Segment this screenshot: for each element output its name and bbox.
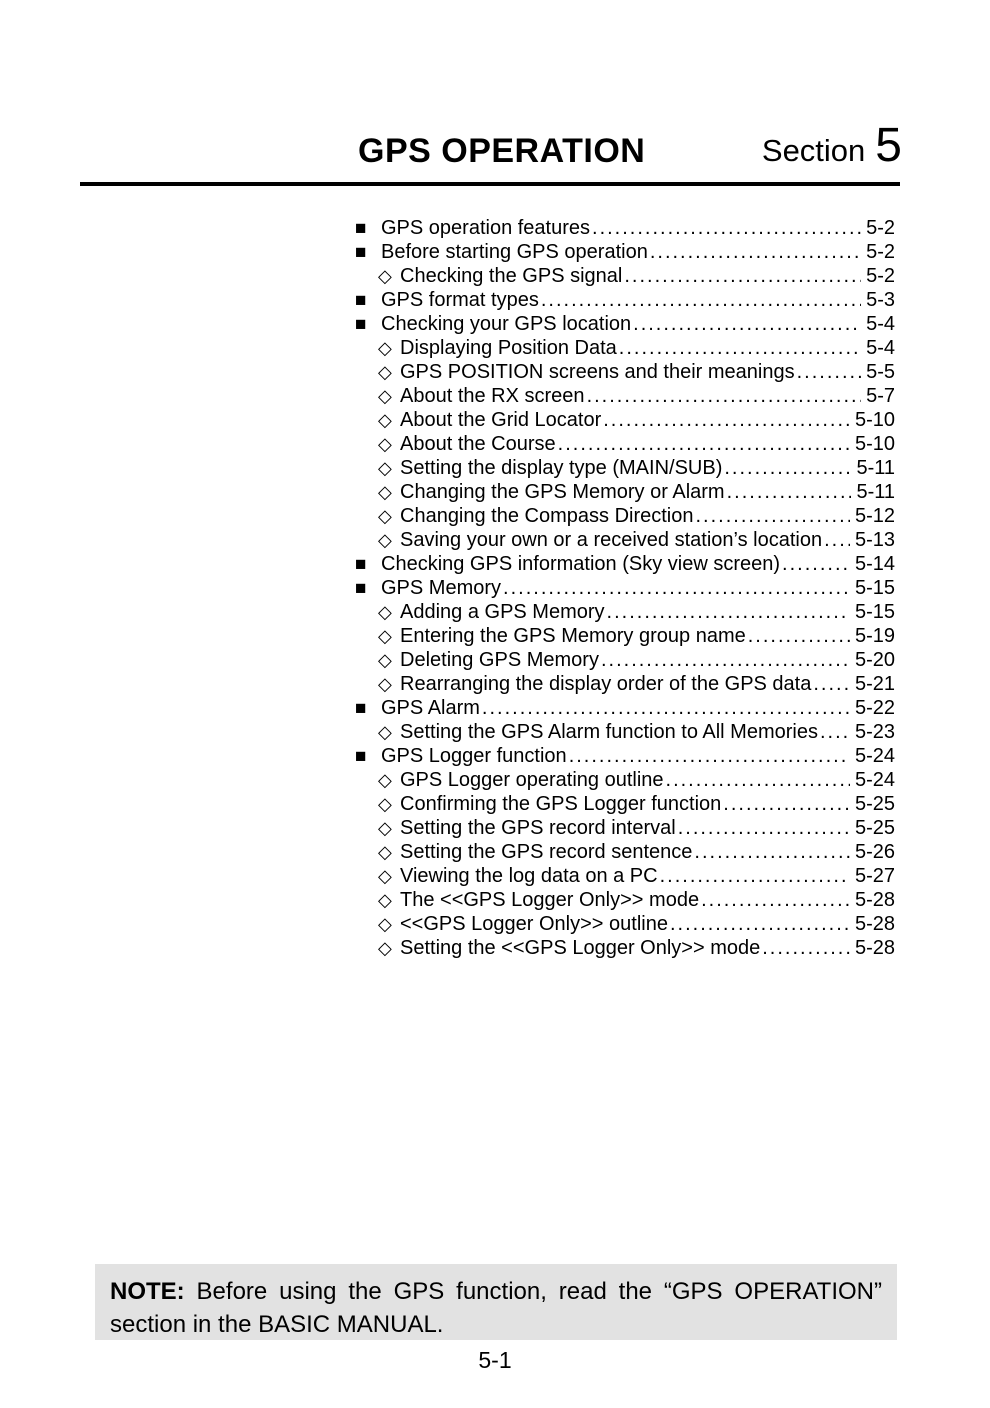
toc-entry (355, 696, 895, 720)
toc-entry-label: Entering the GPS Memory group name (400, 625, 746, 647)
toc-entry-label: Checking the GPS signal (400, 265, 623, 287)
toc-entry-label: GPS format types (381, 289, 539, 311)
dot-leader (619, 336, 861, 360)
toc-entry-page: 5-24 (854, 769, 895, 791)
diamond-bullet-icon: ◇ (378, 434, 392, 454)
header-rule (80, 182, 900, 186)
toc-entry (355, 240, 895, 264)
toc-entry-label: Changing the Compass Direction (400, 505, 694, 527)
toc-entry-label: About the RX screen (400, 385, 585, 407)
toc-entry (355, 576, 895, 600)
toc-entry-page: 5-27 (854, 865, 895, 887)
toc-entry-page: 5-28 (854, 937, 895, 959)
page-title: GPS OPERATION (358, 132, 646, 170)
dot-leader (558, 432, 850, 456)
dot-leader (482, 696, 850, 720)
square-bullet-icon: ■ (355, 698, 367, 719)
dot-leader (569, 744, 850, 768)
section-heading (762, 118, 902, 173)
diamond-bullet-icon: ◇ (378, 722, 392, 742)
toc-entry-page: 5-28 (854, 913, 895, 935)
toc-entry (378, 456, 895, 480)
toc-entry (378, 864, 895, 888)
toc-entry (355, 312, 895, 336)
diamond-bullet-icon: ◇ (378, 650, 392, 670)
toc-entry-page: 5-15 (854, 577, 895, 599)
diamond-bullet-icon: ◇ (378, 938, 392, 958)
dot-leader (797, 360, 861, 384)
dot-leader (727, 480, 852, 504)
note-prefix: NOTE: (110, 1278, 185, 1305)
toc-entry-label: GPS POSITION screens and their meanings (400, 361, 795, 383)
page-number: 5-1 (478, 1347, 512, 1373)
diamond-bullet-icon: ◇ (378, 866, 392, 886)
note-text-line2: section in the BASIC MANUAL. (110, 1311, 444, 1338)
toc-entry-page: 5-12 (854, 505, 895, 527)
toc-entry-label: Saving your own or a received station’s location (400, 529, 823, 551)
toc-entry-label: GPS Logger function (381, 745, 567, 767)
toc-entry-label: About the Course (400, 433, 556, 455)
dot-leader (696, 504, 850, 528)
toc-entry (378, 648, 895, 672)
toc-entry (355, 744, 895, 768)
toc-entry-page: 5-11 (856, 457, 895, 479)
square-bullet-icon: ■ (355, 578, 367, 599)
diamond-bullet-icon: ◇ (378, 530, 392, 550)
diamond-bullet-icon: ◇ (378, 794, 392, 814)
toc-entry (355, 288, 895, 312)
dot-leader (824, 528, 850, 552)
dot-leader (503, 576, 850, 600)
dot-leader (666, 768, 850, 792)
toc-entry (378, 624, 895, 648)
toc-entry-page: 5-10 (854, 409, 895, 431)
table-of-contents (355, 216, 895, 960)
toc-entry-page: 5-2 (866, 241, 895, 263)
toc-entry-page: 5-4 (866, 337, 895, 359)
toc-entry-label: Setting the <<GPS Logger Only>> mode (400, 937, 761, 959)
toc-entry (378, 768, 895, 792)
dot-leader (587, 384, 862, 408)
toc-entry-label: Deleting GPS Memory (400, 649, 599, 671)
diamond-bullet-icon: ◇ (378, 842, 392, 862)
toc-entry-label: Adding a GPS Memory (400, 601, 605, 623)
diamond-bullet-icon: ◇ (378, 602, 392, 622)
toc-entry-page: 5-20 (854, 649, 895, 671)
diamond-bullet-icon: ◇ (378, 818, 392, 838)
diamond-bullet-icon: ◇ (378, 506, 392, 526)
dot-leader (650, 240, 861, 264)
toc-entry-page: 5-15 (854, 601, 895, 623)
dot-leader (670, 912, 850, 936)
dot-leader (694, 840, 850, 864)
toc-entry (378, 432, 895, 456)
diamond-bullet-icon: ◇ (378, 410, 392, 430)
toc-entry-page: 5-22 (854, 697, 895, 719)
toc-entry-label: Checking GPS information (Sky view screen) (381, 553, 781, 575)
toc-entry-page: 5-19 (854, 625, 895, 647)
diamond-bullet-icon: ◇ (378, 362, 392, 382)
toc-entry-page: 5-11 (856, 481, 895, 503)
toc-entry (378, 888, 895, 912)
toc-entry-page: 5-28 (854, 889, 895, 911)
diamond-bullet-icon: ◇ (378, 674, 392, 694)
toc-entry (378, 936, 895, 960)
toc-entry-page: 5-24 (854, 745, 895, 767)
dot-leader (813, 672, 850, 696)
diamond-bullet-icon: ◇ (378, 482, 392, 502)
diamond-bullet-icon: ◇ (378, 626, 392, 646)
toc-entry-label: Rearranging the display order of the GPS data (400, 673, 812, 695)
square-bullet-icon: ■ (355, 554, 367, 575)
toc-entry-page: 5-26 (854, 841, 895, 863)
toc-entry (378, 504, 895, 528)
toc-entry (355, 552, 895, 576)
dot-leader (541, 288, 861, 312)
toc-entry (378, 408, 895, 432)
diamond-bullet-icon: ◇ (378, 266, 392, 286)
toc-entry-page: 5-25 (854, 793, 895, 815)
toc-entry-label: GPS Memory (381, 577, 502, 599)
toc-entry-label: GPS Alarm (381, 697, 480, 719)
dot-leader (678, 816, 850, 840)
toc-entry-page: 5-13 (854, 529, 895, 551)
toc-entry-label: Checking your GPS location (381, 313, 632, 335)
toc-entry-label: Setting the GPS record interval (400, 817, 676, 839)
note-box (95, 1264, 897, 1340)
toc-entry-label: Setting the GPS record sentence (400, 841, 693, 863)
diamond-bullet-icon: ◇ (378, 458, 392, 478)
square-bullet-icon: ■ (355, 746, 367, 767)
note-text-line1 (110, 1275, 882, 1308)
toc-entry-page: 5-2 (866, 217, 895, 239)
toc-entry-page: 5-10 (854, 433, 895, 455)
toc-entry (378, 840, 895, 864)
square-bullet-icon: ■ (355, 314, 367, 335)
toc-entry-label: Setting the GPS Alarm function to All Memories (400, 721, 818, 743)
dot-leader (601, 648, 850, 672)
square-bullet-icon: ■ (355, 290, 367, 311)
toc-entry (378, 480, 895, 504)
toc-entry-page: 5-21 (854, 673, 895, 695)
toc-entry-label: Viewing the log data on a PC (400, 865, 658, 887)
toc-entry (355, 216, 895, 240)
square-bullet-icon: ■ (355, 218, 367, 239)
toc-entry-page: 5-14 (854, 553, 895, 575)
section-number: 5 (875, 119, 902, 172)
toc-entry-page: 5-25 (854, 817, 895, 839)
diamond-bullet-icon: ◇ (378, 914, 392, 934)
toc-entry (378, 384, 895, 408)
dot-leader (748, 624, 850, 648)
diamond-bullet-icon: ◇ (378, 386, 392, 406)
toc-entry-label: Before starting GPS operation (381, 241, 648, 263)
square-bullet-icon: ■ (355, 242, 367, 263)
section-label: Section (761, 133, 866, 168)
toc-entry-page: 5-5 (866, 361, 895, 383)
toc-entry (378, 816, 895, 840)
toc-entry-label: Setting the display type (MAIN/SUB) (400, 457, 723, 479)
toc-entry-label: About the Grid Locator (400, 409, 602, 431)
note-body: Before using the GPS function, read the “GPS OPERATION” (196, 1278, 882, 1305)
toc-entry-page: 5-2 (866, 265, 895, 287)
dot-leader (603, 408, 850, 432)
toc-entry-label: The <<GPS Logger Only>> mode (400, 889, 700, 911)
diamond-bullet-icon: ◇ (378, 890, 392, 910)
dot-leader (660, 864, 850, 888)
dot-leader (607, 600, 850, 624)
toc-entry-label: GPS operation features (381, 217, 591, 239)
toc-entry-page: 5-3 (866, 289, 895, 311)
toc-entry-label: Confirming the GPS Logger function (400, 793, 722, 815)
dot-leader (592, 216, 861, 240)
toc-entry (378, 528, 895, 552)
toc-entry (378, 600, 895, 624)
dot-leader (762, 936, 850, 960)
toc-entry-label: Changing the GPS Memory or Alarm (400, 481, 725, 503)
dot-leader (820, 720, 850, 744)
toc-entry (378, 720, 895, 744)
toc-entry-page: 5-7 (866, 385, 895, 407)
toc-entry (378, 912, 895, 936)
toc-entry-label: <<GPS Logger Only>> outline (400, 913, 668, 935)
toc-entry-label: Displaying Position Data (400, 337, 617, 359)
toc-entry (378, 336, 895, 360)
dot-leader (633, 312, 861, 336)
toc-entry-page: 5-23 (854, 721, 895, 743)
dot-leader (782, 552, 850, 576)
dot-leader (701, 888, 850, 912)
dot-leader (624, 264, 861, 288)
dot-leader (723, 792, 850, 816)
toc-entry-page: 5-4 (866, 313, 895, 335)
diamond-bullet-icon: ◇ (378, 338, 392, 358)
toc-entry (378, 264, 895, 288)
toc-entry (378, 792, 895, 816)
toc-entry (378, 672, 895, 696)
dot-leader (724, 456, 851, 480)
toc-entry-label: GPS Logger operating outline (400, 769, 664, 791)
toc-entry (378, 360, 895, 384)
diamond-bullet-icon: ◇ (378, 770, 392, 790)
